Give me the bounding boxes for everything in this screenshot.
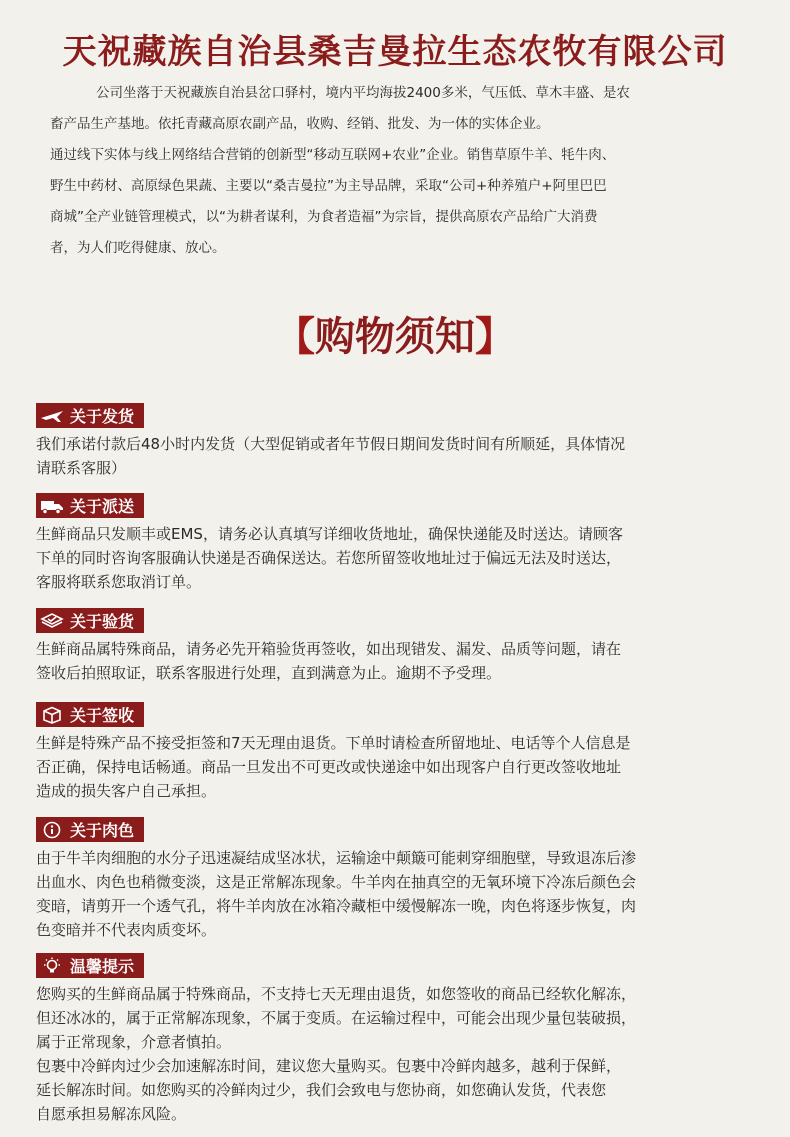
body-line: 色变暗并不代表肉质变坏。	[36, 920, 217, 939]
bracket-left: 【	[275, 313, 315, 360]
body-line: 否正确，保持电话畅通。商品一旦发出不可更改或快递途中如出现客户自行更改签收地址	[36, 757, 622, 776]
intro-line: 畜产品生产基地。依托青藏高原农副产品，收购、经销、批发、为一体的实体企业。	[50, 116, 550, 132]
lightbulb-icon	[40, 957, 64, 975]
body-line: 生鲜商品属特殊商品，请务必先开箱验货再签收，如出现错发、漏发、品质等问题，请在	[36, 639, 622, 658]
section-signing	[36, 702, 760, 803]
section-heading-label: 温馨提示	[70, 957, 135, 976]
body-line: 自愿承担易解冻风险。	[36, 1104, 187, 1123]
intro-line: 者，为人们吃得健康、放心。	[50, 240, 226, 256]
body-line: 签收后拍照取证，联系客服进行处理，直到满意为止。逾期不予受理。	[36, 663, 502, 682]
bracket-right: 】	[475, 313, 515, 360]
notice-title-text: 购物须知	[315, 313, 475, 360]
body-line: 我们承诺付款后48小时内发货（大型促销或者年节假日期间发货时间有所顺延，具体情况	[36, 434, 626, 453]
shopping-notice-title	[0, 305, 790, 362]
body-line: 客服将联系您取消订单。	[36, 572, 202, 591]
section-heading	[36, 702, 144, 727]
body-line: 属于正常现象，介意者慎拍。	[36, 1032, 232, 1051]
body-line: 生鲜商品只发顺丰或EMS，请务必认真填写详细收货地址，确保快递能及时送达。请顾客	[36, 524, 623, 543]
section-body	[36, 637, 760, 685]
body-line: 包裹中冷鲜肉过少会加速解冻时间，建议您大量购买。包裹中冷鲜肉越多，越利于保鲜，	[36, 1056, 622, 1075]
section-heading-label: 关于发货	[70, 407, 135, 426]
section-heading	[36, 817, 144, 842]
intro-line: 商城”全产业链管理模式，以“为耕者谋利，为食者造福”为宗旨，提供高原农产品给广大消费	[50, 209, 598, 225]
section-tips	[36, 953, 760, 1126]
company-title: 天祝藏族自治县桑吉曼拉生态农牧有限公司	[62, 32, 728, 72]
info-icon	[40, 821, 64, 839]
body-line: 生鲜是特殊产品不接受拒签和7天无理由退货。下单时请检查所留地址、电话等个人信息是	[36, 733, 631, 752]
plane-icon	[40, 407, 64, 425]
section-heading	[36, 493, 144, 518]
intro-line: 野生中药材、高原绿色果蔬、主要以“桑吉曼拉”为主导品牌，采取“公司+种养殖户+阿里巴巴	[50, 178, 607, 194]
section-heading-label: 关于肉色	[70, 821, 135, 840]
intro-line: 通过线下实体与线上网络结合营销的创新型“移动互联网+农业”企业。销售草原牛羊、牦牛肉、	[50, 147, 616, 163]
section-heading	[36, 608, 144, 633]
truck-icon	[40, 497, 64, 515]
section-inspection	[36, 608, 760, 685]
section-body	[36, 432, 760, 480]
body-line: 但还冰冰的，属于正常解冻现象，不属于变质。在运输过程中，可能会出现少量包装破损，	[36, 1008, 637, 1027]
company-intro	[50, 78, 750, 264]
section-body	[36, 982, 760, 1126]
body-line: 由于牛羊肉细胞的水分子迅速凝结成坚冰状，运输途中颠簸可能刺穿细胞壁，导致退冻后渗	[36, 848, 637, 867]
intro-line: 公司坐落于天祝藏族自治县岔口驿村，境内平均海拔2400多米，气压低、草木丰盛、是农	[96, 85, 630, 101]
section-body	[36, 522, 760, 594]
body-line: 下单的同时咨询客服确认快递是否确保送达。若您所留签收地址过于偏远无法及时送达，	[36, 548, 622, 567]
body-line: 请联系客服）	[36, 458, 127, 477]
section-heading	[36, 953, 144, 978]
section-shipping	[36, 403, 760, 480]
section-heading-label: 关于签收	[70, 706, 135, 725]
section-body	[36, 731, 760, 803]
body-line: 您购买的生鲜商品属于特殊商品，不支持七天无理由退货，如您签收的商品已经软化解冻，	[36, 984, 637, 1003]
package-icon	[40, 706, 64, 724]
section-heading-label: 关于验货	[70, 612, 135, 631]
body-line: 延长解冻时间。如您购买的冷鲜肉过少，我们会致电与您协商，如您确认发货，代表您	[36, 1080, 607, 1099]
section-heading	[36, 403, 144, 428]
section-meat-color	[36, 817, 760, 942]
body-line: 变暗，请剪开一个透气孔，将牛羊肉放在冰箱冷藏柜中缓慢解冻一晚，肉色将逐步恢复，肉	[36, 896, 637, 915]
section-delivery	[36, 493, 760, 594]
box-check-icon	[40, 612, 64, 630]
section-heading-label: 关于派送	[70, 497, 135, 516]
body-line: 出血水、肉色也稍微变淡，这是正常解冻现象。牛羊肉在抽真空的无氧环境下冷冻后颜色会	[36, 872, 637, 891]
section-body	[36, 846, 760, 942]
body-line: 造成的损失客户自己承担。	[36, 781, 217, 800]
